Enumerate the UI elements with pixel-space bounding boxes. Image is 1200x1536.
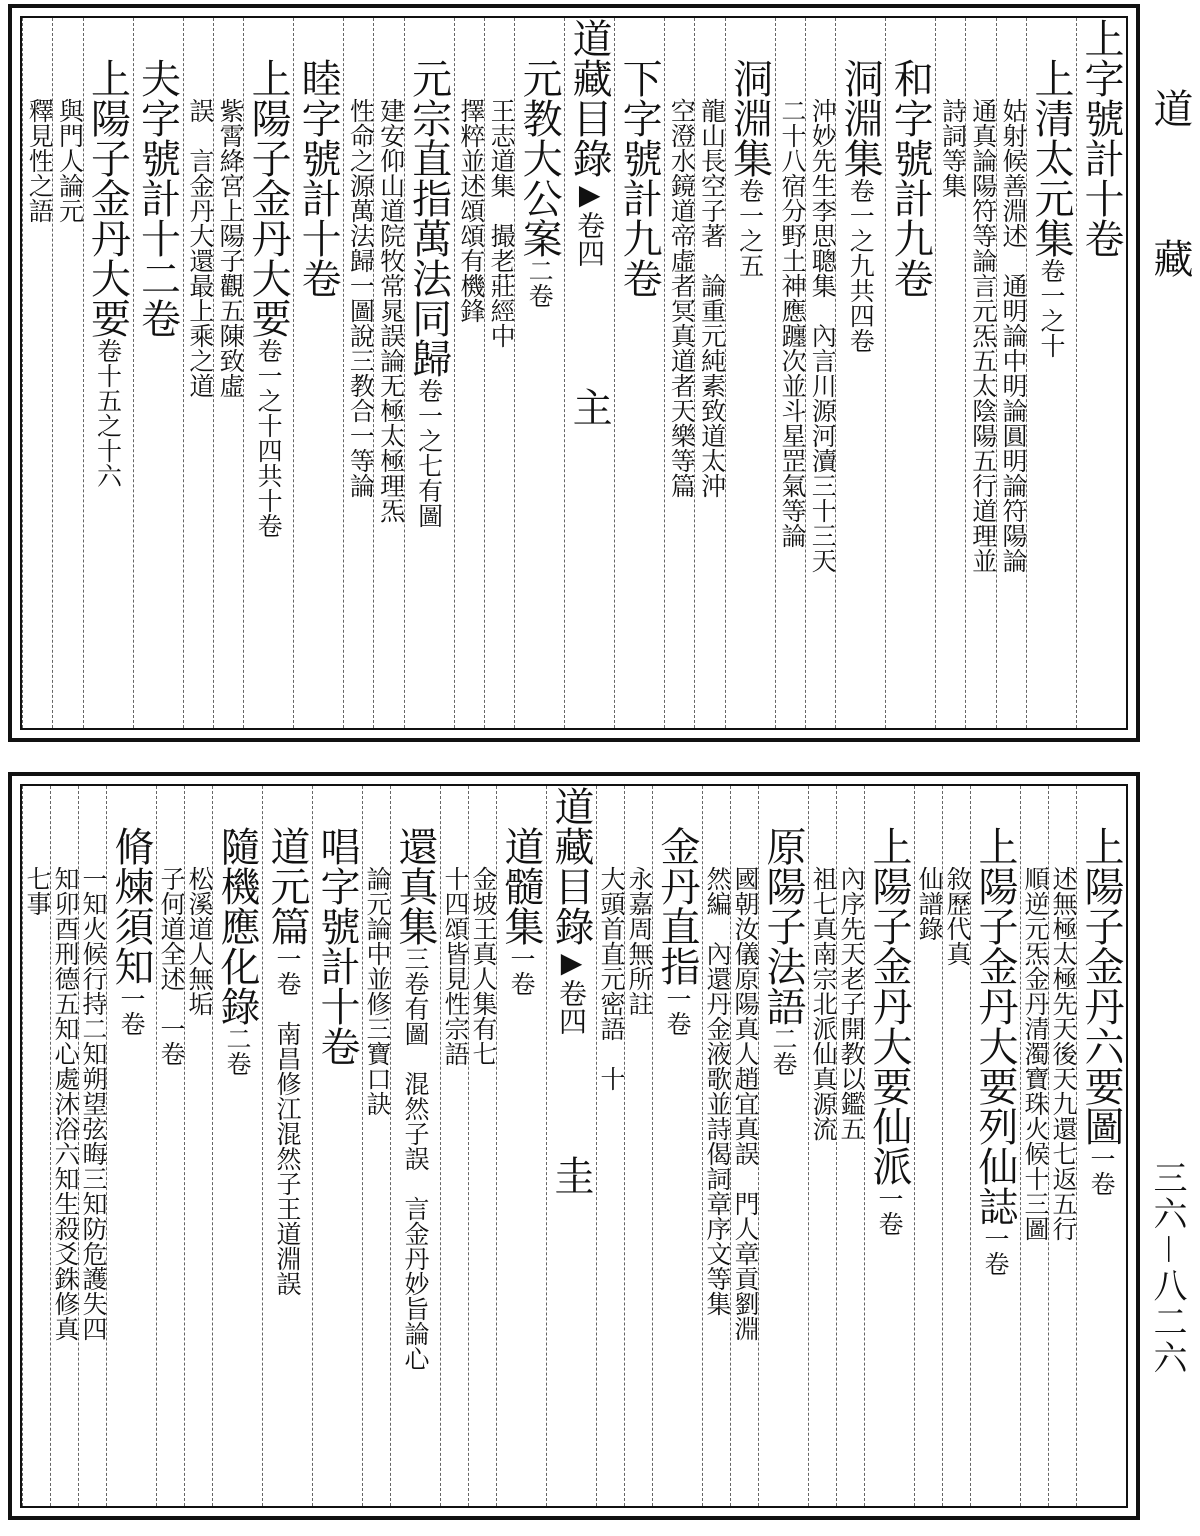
column-text: 祖七真南宗北派仙真源流 <box>809 866 838 1141</box>
column-text: 脩煉須知 <box>108 826 154 986</box>
column-text: 上陽子金丹大要列仙誌 <box>972 826 1018 1226</box>
annotation-line <box>836 786 864 1506</box>
text-column <box>293 18 343 728</box>
column-text: 永嘉周無所註 <box>625 866 654 1016</box>
column-text: 述無極太極先天後天九還七返五行 <box>1049 866 1078 1241</box>
text-column <box>564 18 614 728</box>
column-text: 還真集 <box>392 826 438 946</box>
fish-tail-volume-mark: ▶卷四 <box>573 178 607 267</box>
column-text: 金坡王真人集有七 <box>469 866 498 1066</box>
column-text: 知卯酉刑德五知心處沐浴六知生殺爻銖修真 <box>51 866 80 1341</box>
column-text: 元教大公案 <box>516 58 563 258</box>
column-text: 道髓集 <box>498 826 544 946</box>
column-subnote: 卷一之十四共十卷 <box>254 338 284 538</box>
annotation-line <box>1048 786 1076 1506</box>
text-column <box>262 786 312 1506</box>
column-text: 隨機應化錄 <box>214 826 260 1026</box>
text-column <box>725 18 775 728</box>
column-text: 元宗直指萬法同歸 <box>405 58 452 378</box>
column-subnote: 卷十五之十六 <box>93 338 123 488</box>
column-text: 上陽子金丹六要圖 <box>1078 826 1124 1146</box>
annotation-line <box>52 18 85 728</box>
annotation-line <box>730 786 758 1506</box>
text-column <box>514 18 564 728</box>
column-text: 金丹直指 <box>654 826 700 986</box>
column-text: 沖妙先生李思聰集 內言川源河瀆三十三天 <box>808 98 838 573</box>
fish-tail-volume-mark: ▶卷四 <box>555 946 588 1035</box>
column-text: 和字號計九卷 <box>887 58 934 298</box>
column-text: 誤 言金丹大還最上乘之道 <box>185 98 215 398</box>
text-column <box>1026 18 1076 728</box>
column-text: 詩詞等集 <box>938 98 968 198</box>
column-text: 國朝汝儀原陽真人趙宜真誤 門人章貢劉淵 <box>731 866 760 1341</box>
annotation-line <box>22 786 50 1506</box>
text-column <box>758 786 808 1506</box>
column-subnote: 一卷 南昌修江混然子王道淵誤 <box>273 946 302 1296</box>
text-column <box>212 786 262 1506</box>
annotation-line <box>156 786 184 1506</box>
column-subnote: 一卷 <box>875 1186 904 1236</box>
column-subnote: 三卷有圖 混然子誤 言金丹妙旨論心 <box>401 946 430 1371</box>
annotation-line <box>468 786 496 1506</box>
column-text: 通真論陽符等論言元炁五太陰陽五行道理並 <box>968 98 998 573</box>
text-column <box>885 18 935 728</box>
column-text: 松溪道人無垢 <box>185 866 214 1016</box>
annotation-line <box>624 786 652 1506</box>
column-subnote: 卷一之七有圖 <box>414 378 444 528</box>
annotation-line <box>22 18 55 728</box>
column-text: 夫字號計十二卷 <box>134 58 181 338</box>
annotation-line <box>184 786 212 1506</box>
column-text: 龍山長空子著 論重元純素致道太沖 <box>697 98 727 498</box>
lower-columns <box>20 784 1128 1508</box>
text-column <box>970 786 1020 1506</box>
text-column <box>133 18 183 728</box>
annotation-line <box>694 18 727 728</box>
upper-page-panel <box>8 4 1140 742</box>
text-column <box>243 18 293 728</box>
column-text: 上陽子金丹大要 <box>84 58 131 338</box>
folio-mark: 主 <box>566 387 613 427</box>
annotation-line <box>935 18 968 728</box>
column-text: 大頭首直元密語 十 <box>597 866 626 1091</box>
column-text: 然編 內還丹金液歌並詩偈詞章序文等集 <box>703 866 732 1316</box>
column-text: 睦字號計十卷 <box>295 58 342 298</box>
text-column <box>864 786 914 1506</box>
column-text: 王志道集 撮老莊經中 <box>487 98 517 348</box>
annotation-line <box>373 18 406 728</box>
column-subnote: 二卷 <box>223 1026 252 1076</box>
column-subnote: 二卷 <box>769 1026 798 1076</box>
annotation-line <box>50 786 78 1506</box>
column-text: 七事 <box>23 866 52 916</box>
upper-columns <box>20 16 1128 730</box>
annotation-line <box>996 18 1026 728</box>
column-text: 一知火候行持二知朔望弦晦三知防危護失四 <box>79 866 108 1341</box>
column-text: 洞淵集 <box>726 58 773 178</box>
column-subnote: 一卷 <box>981 1226 1010 1276</box>
column-subnote: 一卷 <box>663 986 692 1036</box>
column-subnote: 二卷 <box>525 258 555 308</box>
text-column <box>1076 18 1126 728</box>
column-text: 十四頌皆見性宗語 <box>441 866 470 1066</box>
column-subnote: 卷一之十 <box>1037 258 1066 358</box>
annotation-line <box>805 18 838 728</box>
column-text: 道元篇 <box>264 826 310 946</box>
column-text: 洞淵集 <box>837 58 884 178</box>
column-text: 空澄水鏡道帝虛者冥真道者天樂等篇 <box>667 98 697 498</box>
column-text: 論元論中並修三寶口訣 <box>363 866 392 1116</box>
annotation-line <box>484 18 517 728</box>
column-text: 下字號計九卷 <box>616 58 663 298</box>
running-head: 道藏 <box>1147 88 1193 388</box>
annotation-line <box>183 18 213 728</box>
text-column <box>312 786 362 1506</box>
column-subnote: 一卷 <box>117 986 146 1036</box>
column-subnote: 一卷 <box>1087 1146 1116 1196</box>
column-subnote: 卷一之九共四卷 <box>846 178 876 353</box>
annotation-line <box>596 786 624 1506</box>
column-text: 道藏目錄 <box>548 786 594 946</box>
column-subnote: 一卷 <box>507 946 536 996</box>
column-text: 上陽子金丹大要 <box>245 58 292 338</box>
lower-page-panel <box>8 772 1140 1520</box>
text-column <box>546 786 596 1506</box>
column-subnote: 卷一之五 <box>735 178 765 278</box>
column-text: 與門人論元 <box>55 98 85 223</box>
column-text: 建安仰山道院牧常晁誤論无極太極理炁 <box>376 98 406 523</box>
annotation-line <box>664 18 697 728</box>
column-text: 道藏目錄 <box>566 18 613 178</box>
annotation-line <box>1020 786 1048 1506</box>
column-text: 紫霄絳宮上陽子觀五陳致虛 <box>216 98 246 398</box>
text-column <box>404 18 454 728</box>
annotation-line <box>213 18 246 728</box>
annotation-line <box>454 18 484 728</box>
column-text: 擇粹並述頌頌有機鋒 <box>456 98 486 323</box>
column-text: 內序先天老子開教以鑑五 <box>837 866 866 1141</box>
annotation-line <box>775 18 805 728</box>
text-column <box>106 786 156 1506</box>
column-text: 原陽子法語 <box>760 826 806 1026</box>
text-column <box>390 786 440 1506</box>
column-text: 子何道全述 一卷 <box>157 866 186 1066</box>
annotation-line <box>942 786 970 1506</box>
column-text: 順逆元炁金丹清濁寶珠火候十三圖 <box>1021 866 1050 1241</box>
column-text: 釋見性之語 <box>25 98 55 223</box>
column-text: 敘歷代真 <box>943 866 972 966</box>
annotation-line <box>343 18 376 728</box>
page-number: 三六－八二六 <box>1147 1160 1187 1376</box>
column-text: 上字號計十卷 <box>1078 18 1124 258</box>
annotation-line <box>702 786 730 1506</box>
column-text: 仙譜錄 <box>915 866 944 941</box>
folio-mark: 圭 <box>548 1155 594 1195</box>
annotation-line <box>362 786 390 1506</box>
annotation-line <box>914 786 942 1506</box>
column-text: 性命之源萬法歸一圖說三教合一等論 <box>346 98 376 498</box>
annotation-line <box>440 786 468 1506</box>
text-column <box>835 18 885 728</box>
text-column <box>652 786 702 1506</box>
annotation-line <box>78 786 106 1506</box>
text-column <box>83 18 133 728</box>
column-text: 上清太元集 <box>1028 58 1074 258</box>
text-column <box>496 786 546 1506</box>
column-text: 唱字號計十卷 <box>314 826 360 1066</box>
annotation-line <box>808 786 836 1506</box>
column-text: 姑射候善淵述 通明論中明論圓明論符陽論 <box>999 98 1028 573</box>
text-column <box>1076 786 1126 1506</box>
annotation-line <box>965 18 998 728</box>
column-text: 上陽子金丹大要仙派 <box>866 826 912 1186</box>
column-text: 二十八宿分野土神應躔次並斗星罡氣等論 <box>777 98 807 548</box>
text-column <box>614 18 664 728</box>
